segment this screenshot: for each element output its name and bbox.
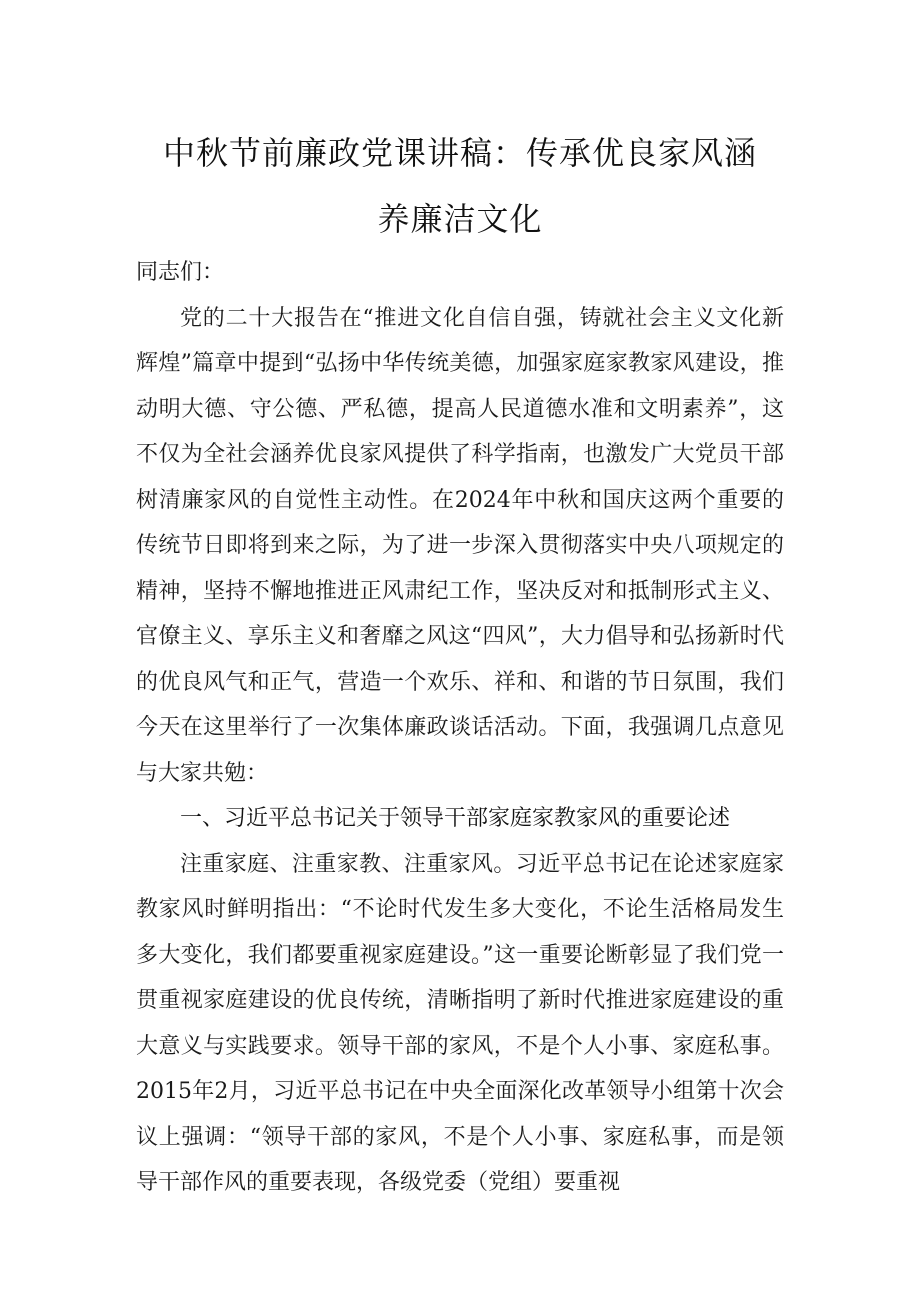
paragraph-intro: 党的二十大报告在“推进文化自信自强，铸就社会主义文化新辉煌”篇章中提到“弘扬中华传统美德，加强家庭家教家风建设，推动明大德、守公德、严私德，提高人民道德水准和文明素养”，这不仅为全社会涵养优良家风提供了科学指南，也激发广大党员干部树清廉家风的自觉性主动性。在2024年中秋和国庆这两个重要的传统节日即将到来之际，为了进一步深入贯彻落实中央八项规定的精神，坚持不懈地推进正风肃纪工作，坚决反对和抵制形式主义、官僚主义、享乐主义和奢靡之风这“四风”，大力倡导和弘扬新时代的优良风气和正气，营造一个欢乐、祥和、和谐的节日氛围，我们今天在这里举行了一次集体廉政谈话活动。下面，我强调几点意见与大家共勉： [136,305,784,786]
document-body [136,250,784,1206]
salutation: 同志们： [136,260,225,285]
document-title-line-2: 养廉洁文化 [377,200,543,238]
paragraph-section-1: 注重家庭、注重家教、注重家风。习近平总书记在论述家庭家教家风时鲜明指出：“不论时代发生多大变化，不论生活格局发生多大变化，我们都要重视家庭建设。”这一重要论断彰显了我们党一贯重视家庭建设的优良传统，清晰指明了新时代推进家庭建设的重大意义与实践要求。领导干部的家风，不是个人小事、家庭私事。2015年2月，习近平总书记在中央全面深化改革领导小组第十次会议上强调：“领导干部的家风，不是个人小事、家庭私事，而是领导干部作风的重要表现，各级党委（党组）要重视 [136,851,784,1195]
document-title-line-1: 中秋节前廉政党课讲稿：传承优良家风涵 [162,134,757,172]
section-heading-1: 一、习近平总书记关于领导干部家庭家教家风的重要论述 [180,806,731,831]
